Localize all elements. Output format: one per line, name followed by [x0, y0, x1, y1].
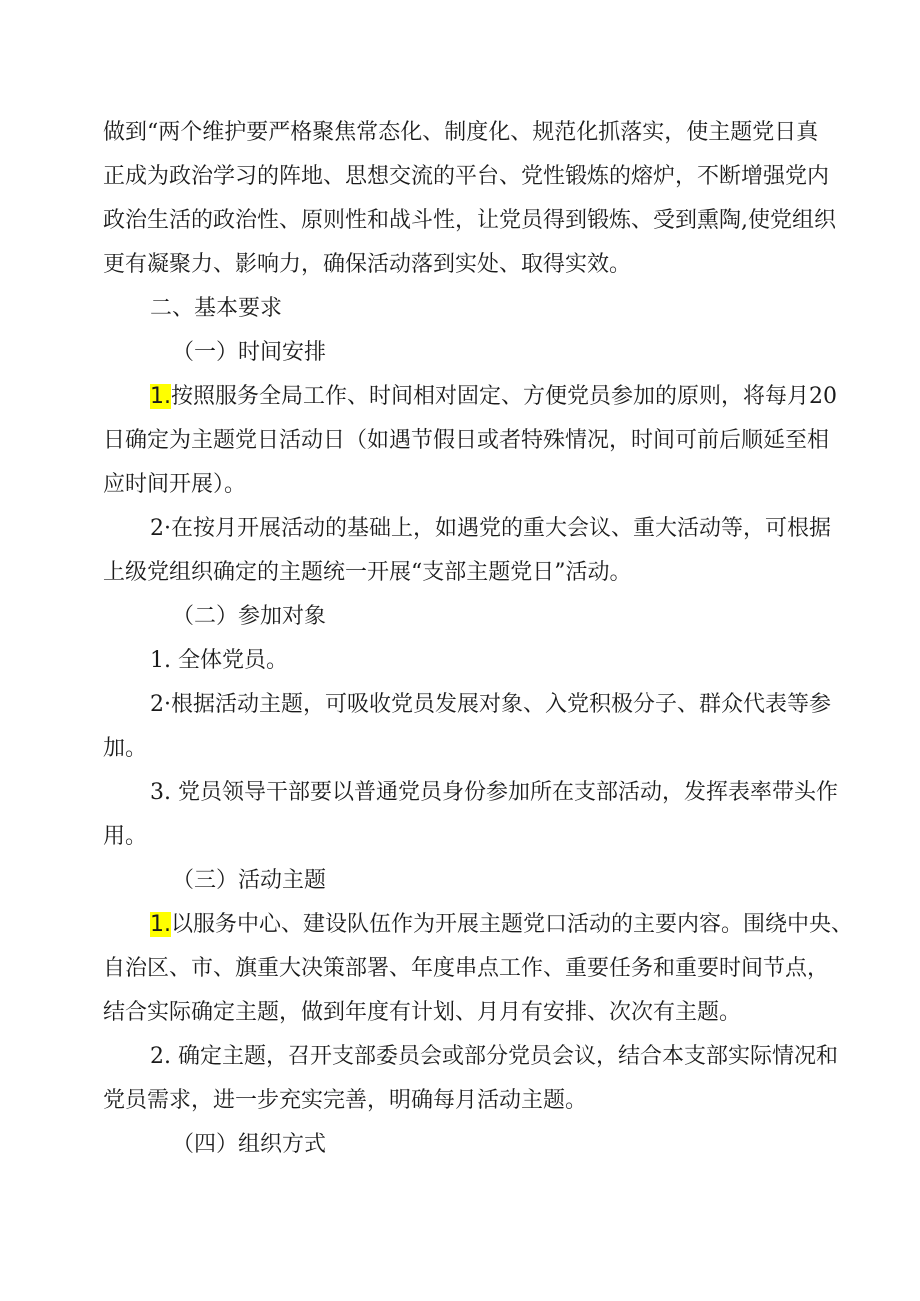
participants-item-2-line-2: 加。 — [103, 736, 148, 761]
intro-line-2: 正成为政治学习的阵地、思想交流的平台、党性锻炼的熔炉，不断增强党内 — [103, 164, 830, 189]
theme-item-2-line-2: 党员需求，进一步充实完善，明确每月活动主题。 — [103, 1088, 588, 1113]
participants-item-3-line-2: 用。 — [103, 824, 148, 849]
theme-item-1-line-2: 自治区、市、旗重大决策部署、年度串点工作、重要任务和重要时间节点， — [103, 956, 830, 981]
intro-line-4: 更有凝聚力、影响力，确保活动落到实处、取得实效。 — [103, 252, 632, 277]
section-heading-basic-requirements: 二、基本要求 — [150, 296, 283, 321]
time-item-2-line-1: 2·在按月开展活动的基础上，如遇党的重大会议、重大活动等，可根据 — [150, 516, 831, 541]
theme-item-1-line-1 — [150, 910, 853, 940]
participants-item-2-line-1: 2·根据活动主题，可吸收党员发展对象、入党积极分子、群众代表等参 — [150, 692, 831, 717]
time-item-1-text: 按照服务全局工作、时间相对固定、方便党员参加的原则，将每月20 — [171, 384, 837, 409]
participants-item-1: 1. 全体党员。 — [150, 648, 288, 673]
theme-item-1-line-3: 结合实际确定主题，做到年度有计划、月月有安排、次次有主题。 — [103, 1000, 742, 1025]
subheading-time-arrangement: （一）时间安排 — [172, 340, 327, 365]
time-item-1-line-3: 应时间开展）。 — [103, 472, 247, 497]
theme-item-1-text: 以服务中心、建设队伍作为开展主题党口活动的主要内容。围绕中央、 — [171, 912, 854, 937]
time-item-2-line-2: 上级党组织确定的主题统一开展“支部主题党日”活动。 — [103, 560, 632, 585]
subheading-organization-method: （四）组织方式 — [172, 1132, 327, 1157]
subheading-participants: （二）参加对象 — [172, 604, 327, 629]
time-item-1-line-2: 日确定为主题党日活动日（如遇节假日或者特殊情况，时间可前后顺延至相 — [103, 428, 830, 453]
participants-item-3-line-1: 3. 党员领导干部要以普通党员身份参加所在支部活动，发挥表率带头作 — [150, 780, 838, 805]
theme-item-2-line-1: 2. 确定主题，召开支部委员会或部分党员会议，结合本支部实际情况和 — [150, 1044, 838, 1069]
intro-line-1: 做到“两个维护要严格聚焦常态化、制度化、规范化抓落实，使主题党日真 — [103, 120, 819, 145]
time-item-1-line-1 — [150, 382, 837, 412]
highlighted-number: 1. — [150, 912, 171, 937]
subheading-activity-theme: （三）活动主题 — [172, 868, 327, 893]
intro-line-3: 政治生活的政治性、原则性和战斗性，让党员得到锻炼、受到熏陶,使党组织 — [103, 208, 836, 233]
highlighted-number: 1. — [150, 384, 171, 409]
